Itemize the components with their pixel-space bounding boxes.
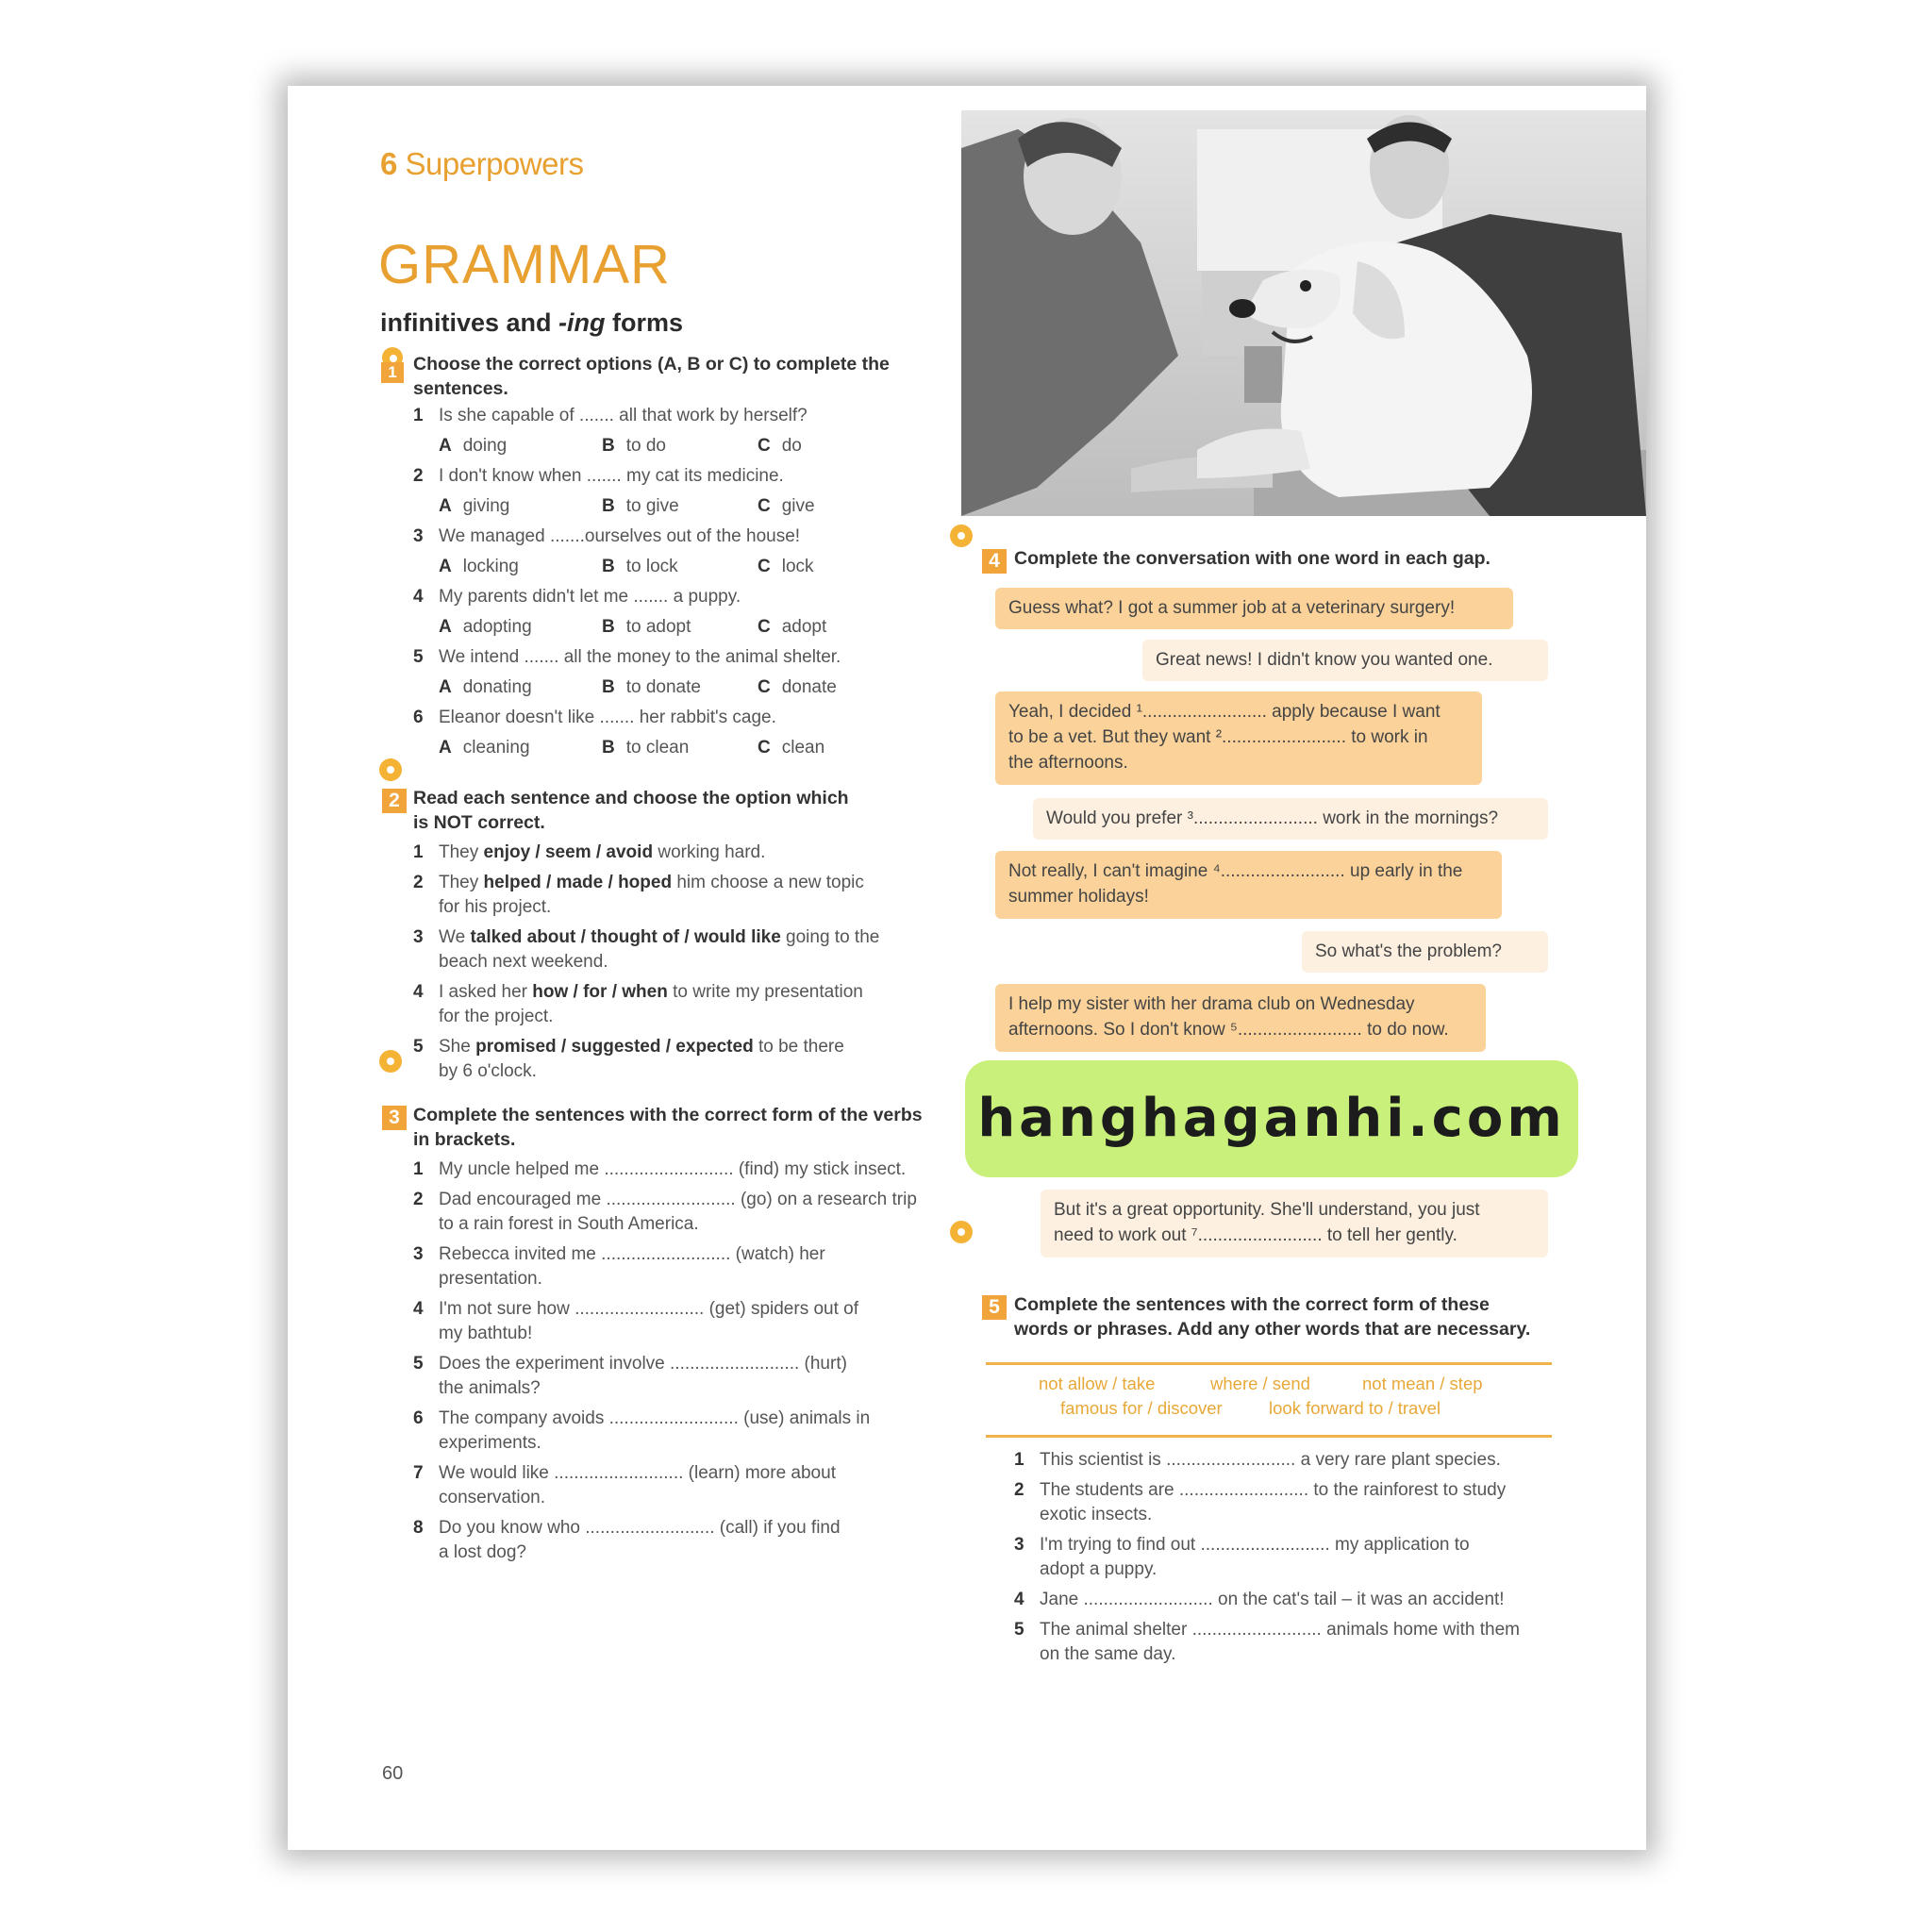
exercise-1-icon: 1 xyxy=(379,347,408,385)
option-letter: A xyxy=(439,617,452,637)
question-text-line2: for his project. xyxy=(439,897,552,917)
option-text: lock xyxy=(781,557,814,576)
answer-option-c[interactable] xyxy=(758,555,814,579)
answer-option-c[interactable] xyxy=(758,736,824,760)
option-letter: B xyxy=(602,496,615,516)
question-number: 4 xyxy=(413,1299,424,1319)
chat-bubble: Guess what? I got a summer job at a veterinary surgery! xyxy=(995,588,1513,629)
question-item xyxy=(413,1188,960,1237)
question-item xyxy=(413,925,941,974)
question-item xyxy=(413,1461,960,1510)
question-text: I'm trying to find out .......................... my application to xyxy=(1040,1535,1470,1555)
exercise-1-instruction: Choose the correct options (A, B or C) to complete the sentences. xyxy=(413,354,890,399)
answer-option-b[interactable] xyxy=(602,736,689,760)
question-item xyxy=(413,1407,960,1456)
question-text: I don't know when ....... my cat its medicine. xyxy=(439,466,784,486)
question-text: We intend ....... all the money to the animal shelter. xyxy=(439,647,841,667)
choice-options: promised / suggested / expected xyxy=(475,1037,754,1057)
chat-bubble: Great news! I didn't know you wanted one. xyxy=(1142,640,1548,681)
answer-option-c[interactable] xyxy=(758,675,837,700)
question-text: My parents didn't let me ....... a puppy. xyxy=(439,587,741,607)
question-text-line2: presentation. xyxy=(439,1269,542,1289)
question-item xyxy=(1014,1618,1571,1667)
option-letter: C xyxy=(758,677,771,697)
question-text-line2: the animals? xyxy=(439,1378,541,1398)
question-number: 8 xyxy=(413,1518,424,1538)
option-letter: C xyxy=(758,557,771,576)
option-letter: A xyxy=(439,557,452,576)
option-letter: A xyxy=(439,738,452,758)
question-text: This scientist is .......................... a very rare plant species. xyxy=(1040,1450,1501,1470)
option-letter: B xyxy=(602,557,615,576)
question-text: Dad encouraged me .......................... (go) on a research trip xyxy=(439,1190,917,1209)
sentence-start: We xyxy=(439,927,471,947)
question-item xyxy=(413,464,941,489)
question-text: The students are .......................... to the rainforest to study xyxy=(1040,1480,1507,1500)
question-item xyxy=(413,1297,960,1346)
audio-icon[interactable] xyxy=(379,1050,402,1073)
question-item xyxy=(413,1035,941,1084)
chat-bubble: Not really, I can't imagine ⁴......................... up early in the summer holidays! xyxy=(995,851,1502,919)
option-text: to lock xyxy=(625,557,678,576)
audio-icon[interactable] xyxy=(950,525,973,547)
page-number: 60 xyxy=(382,1763,404,1784)
question-number: 3 xyxy=(1014,1535,1024,1555)
question-number: 1 xyxy=(413,406,424,425)
option-text: to donate xyxy=(625,677,701,697)
question-text-line2: conservation. xyxy=(439,1488,546,1507)
question-number: 4 xyxy=(413,587,424,607)
question-number: 6 xyxy=(413,1408,424,1428)
question-text: We would like .......................... (learn) more about xyxy=(439,1463,836,1483)
answer-option-b[interactable] xyxy=(602,494,679,519)
chat-bubble: So what's the problem? xyxy=(1302,931,1548,973)
answer-option-a[interactable] xyxy=(439,736,530,760)
chat-bubble: Would you prefer ³......................... work in the mornings? xyxy=(1033,798,1548,840)
question-number: 4 xyxy=(1014,1590,1024,1609)
question-text: Rebecca invited me .......................... (watch) her xyxy=(439,1244,825,1264)
unit-title: 6 Superpowers xyxy=(380,146,584,181)
answer-option-b[interactable] xyxy=(602,615,691,640)
option-text: doing xyxy=(462,436,508,456)
question-item xyxy=(413,525,941,549)
question-number: 1 xyxy=(413,1159,424,1179)
question-text: Is she capable of ....... all that work by herself? xyxy=(439,406,808,425)
sentence-end: going to the xyxy=(780,927,880,947)
photo-illustration xyxy=(961,110,1646,516)
question-number: 4 xyxy=(413,982,424,1002)
question-text xyxy=(439,1035,844,1059)
exercise-4-instruction: Complete the conversation with one word in each gap. xyxy=(1014,548,1491,569)
option-text: adopt xyxy=(781,617,827,637)
sentence-end: to write my presentation xyxy=(667,982,863,1002)
option-text: donating xyxy=(462,677,532,697)
question-text: The animal shelter .......................... animals home with them xyxy=(1040,1620,1520,1640)
question-number: 5 xyxy=(413,647,424,667)
question-number: 3 xyxy=(413,526,424,546)
question-text-line2: by 6 o'clock. xyxy=(439,1061,537,1081)
answer-option-a[interactable] xyxy=(439,675,532,700)
option-letter: A xyxy=(439,496,452,516)
sentence-end: to be there xyxy=(753,1037,844,1057)
answer-option-c[interactable] xyxy=(758,615,826,640)
option-text: to do xyxy=(625,436,666,456)
sentence-start: They xyxy=(439,842,484,862)
option-text: give xyxy=(781,496,815,516)
question-text: The company avoids .......................... (use) animals in xyxy=(439,1408,871,1428)
question-item xyxy=(413,706,941,730)
question-text: Do you know who .......................... (call) if you find xyxy=(439,1518,841,1538)
question-item xyxy=(413,871,941,920)
question-text: Jane .......................... on the cat's tail – it was an accident! xyxy=(1040,1590,1505,1609)
answer-option-c[interactable] xyxy=(758,494,815,519)
question-text xyxy=(439,841,765,865)
question-number: 1 xyxy=(1014,1450,1024,1470)
question-item xyxy=(413,404,941,428)
word-box-item: not allow / take xyxy=(1039,1374,1156,1393)
question-item xyxy=(413,980,941,1029)
vet-dog-photo xyxy=(961,110,1646,516)
option-text: clean xyxy=(781,738,825,758)
question-item xyxy=(413,645,941,670)
option-letter: C xyxy=(758,496,771,516)
question-number: 6 xyxy=(413,708,424,727)
exercise-2-instruction: Read each sentence and choose the option which is NOT correct. xyxy=(413,788,849,833)
choice-options: helped / made / hoped xyxy=(483,873,673,892)
question-number: 5 xyxy=(413,1354,424,1374)
exercise-5-number: 5 xyxy=(982,1295,1007,1320)
word-box-item: where / send xyxy=(1210,1374,1310,1393)
option-text: do xyxy=(781,436,802,456)
question-text: My uncle helped me .......................... (find) my stick insect. xyxy=(439,1159,907,1179)
option-letter: C xyxy=(758,436,771,456)
section-heading: GRAMMAR xyxy=(378,234,671,295)
question-text: I'm not sure how .......................... (get) spiders out of xyxy=(439,1299,859,1319)
option-letter: B xyxy=(602,677,615,697)
watermark: hanghaganhi.com xyxy=(965,1060,1578,1177)
chat-bubble: Yeah, I decided ¹......................... apply because I want to be a vet. But they want ²......................... to work in the afternoons. xyxy=(995,691,1482,785)
question-number: 2 xyxy=(413,1190,424,1209)
choice-options: enjoy / seem / avoid xyxy=(483,842,654,862)
answer-option-b[interactable] xyxy=(602,555,678,579)
question-item xyxy=(413,1352,960,1401)
option-text: to give xyxy=(625,496,679,516)
option-text: donate xyxy=(781,677,837,697)
question-number: 2 xyxy=(413,466,424,486)
sentence-start: She xyxy=(439,1037,476,1057)
answer-option-c[interactable] xyxy=(758,434,802,458)
choice-options: how / for / when xyxy=(532,982,668,1002)
option-letter: B xyxy=(602,738,615,758)
question-text xyxy=(439,980,863,1005)
question-number: 5 xyxy=(1014,1620,1024,1640)
answer-option-b[interactable] xyxy=(602,675,701,700)
option-letter: B xyxy=(602,617,615,637)
option-letter: A xyxy=(439,677,452,697)
question-text xyxy=(439,871,864,895)
sentence-start: They xyxy=(439,873,484,892)
question-number: 3 xyxy=(413,1244,424,1264)
sentence-end: working hard. xyxy=(653,842,766,862)
sentence-end: him choose a new topic xyxy=(672,873,864,892)
answer-option-a[interactable] xyxy=(439,434,507,458)
question-text-line2: for the project. xyxy=(439,1007,554,1026)
option-text: to clean xyxy=(625,738,690,758)
question-text-line2: adopt a puppy. xyxy=(1040,1559,1158,1579)
question-item xyxy=(413,1242,960,1291)
exercise-2-number: 2 xyxy=(382,789,407,813)
question-item xyxy=(1014,1533,1571,1582)
option-text: cleaning xyxy=(462,738,530,758)
question-number: 2 xyxy=(1014,1480,1024,1500)
exercise-5-instruction: Complete the sentences with the correct form of these words or phrases. Add any other words that are necessary. xyxy=(1014,1294,1531,1340)
question-text-line2: experiments. xyxy=(439,1433,541,1453)
question-item xyxy=(413,1516,960,1565)
word-box-item: not mean / step xyxy=(1362,1374,1483,1393)
choice-options: talked about / thought of / would like xyxy=(470,927,781,947)
question-text xyxy=(439,925,879,950)
option-letter: A xyxy=(439,436,452,456)
question-text-line2: a lost dog? xyxy=(439,1542,526,1562)
answer-option-a[interactable] xyxy=(439,494,509,519)
question-item xyxy=(413,585,941,609)
question-number: 2 xyxy=(413,873,424,892)
question-number: 5 xyxy=(413,1037,424,1057)
option-text: giving xyxy=(462,496,510,516)
option-text: to adopt xyxy=(625,617,691,637)
question-text-line2: beach next weekend. xyxy=(439,952,608,972)
question-text: Does the experiment involve .......................... (hurt) xyxy=(439,1354,847,1374)
question-item xyxy=(1014,1478,1571,1527)
question-number: 1 xyxy=(413,842,424,862)
question-text-line2: to a rain forest in South America. xyxy=(439,1214,699,1234)
exercise-3-instruction: Complete the sentences with the correct form of the verbs in brackets. xyxy=(413,1105,923,1150)
question-number: 3 xyxy=(413,927,424,947)
question-number: 7 xyxy=(413,1463,424,1483)
sentence-start: I asked her xyxy=(439,982,533,1002)
option-text: locking xyxy=(462,557,519,576)
chat-bubble: I help my sister with her drama club on Wednesday afternoons. So I don't know ⁵......................... to do now. xyxy=(995,984,1486,1052)
question-text-line2: on the same day. xyxy=(1040,1644,1176,1664)
option-letter: C xyxy=(758,617,771,637)
option-letter: C xyxy=(758,738,771,758)
answer-option-a[interactable] xyxy=(439,555,519,579)
question-text-line2: exotic insects. xyxy=(1040,1505,1153,1524)
word-box-item: look forward to / travel xyxy=(1269,1398,1441,1418)
answer-option-b[interactable] xyxy=(602,434,666,458)
option-text: adopting xyxy=(462,617,532,637)
audio-icon[interactable] xyxy=(379,758,402,781)
answer-option-a[interactable] xyxy=(439,615,532,640)
exercise-4-number: 4 xyxy=(982,549,1007,574)
question-text: Eleanor doesn't like ....... her rabbit's cage. xyxy=(439,708,776,727)
textbook-page xyxy=(288,86,1646,1850)
word-box xyxy=(986,1362,1552,1438)
grammar-subheading: infinitives and -ing forms xyxy=(380,308,684,337)
exercise-3-number: 3 xyxy=(382,1106,407,1130)
word-box-item: famous for / discover xyxy=(1060,1398,1223,1418)
question-text-line2: my bathtub! xyxy=(439,1324,533,1343)
question-text: We managed .......ourselves out of the house! xyxy=(439,526,801,546)
option-letter: B xyxy=(602,436,615,456)
chat-bubble: But it's a great opportunity. She'll understand, you just need to work out ⁷......................... to tell her gently. xyxy=(1041,1190,1548,1257)
